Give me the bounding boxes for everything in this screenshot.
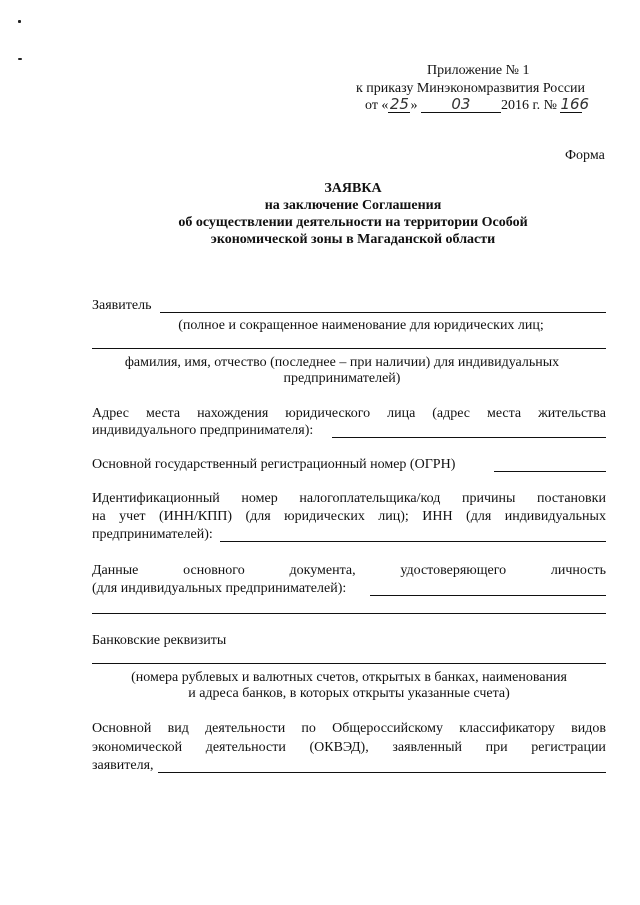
word: юридического [285,406,371,421]
word: Основной [92,721,152,736]
word: Адрес [92,406,130,421]
word: при [485,740,508,755]
okved-line-1 [92,721,606,737]
word: экономической [92,740,183,755]
annex-date [365,95,590,114]
word: (для [466,509,492,524]
okved-line-2 [92,740,606,756]
ogrn-label: Основной государственный регистрационный номер (ОГРН) [92,457,456,472]
bank-hint-1: (номера рублевых и валютных счетов, открытых в банках, наименования [131,670,567,685]
word: постановки [537,491,606,506]
word: причины [461,491,516,506]
address-line-2: индивидуального предпринимателя): [92,423,314,438]
word: (адрес [432,406,471,421]
applicant-field-line-2 [92,348,606,349]
bank-label: Банковские реквизиты [92,633,227,648]
applicant-hint-1: (полное и сокращенное наименование для юридических лиц; [178,318,544,333]
annex-title: Приложение № 1 [427,63,530,78]
okved-field-line [158,772,606,773]
word: юридических [284,509,365,524]
word: Общероссийскому [332,721,444,736]
doc-field-line-2 [92,613,606,614]
word: лиц); [378,509,409,524]
bank-field-line [92,663,606,664]
order-number: 166 [560,95,590,113]
doc-line-2: (для индивидуальных предпринимателей): [92,581,347,596]
doc-line-1 [92,563,606,579]
form-label: Форма [565,148,605,163]
word: налогоплательщика/код [299,491,441,506]
word: на [92,509,106,524]
word: деятельности [205,721,286,736]
date-day: 25 [389,95,409,113]
scan-mark [18,58,22,60]
annex-order: к приказу Минэкономразвития России [356,81,586,96]
word: личность [550,563,606,578]
word: классификатору [459,721,555,736]
word: регистрации [531,740,606,755]
document-title: ЗАЯВКА [324,181,382,196]
word: Идентификационный [92,491,220,506]
word: Данные [92,563,139,578]
applicant-label: Заявитель [92,298,152,313]
word: места [486,406,522,421]
word: жительства [538,406,606,421]
word: индивидуальных [504,509,606,524]
address-line-1 [92,406,606,422]
word: основного [183,563,245,578]
word: нахождения [197,406,269,421]
applicant-hint-3: предпринимателей) [283,371,401,386]
bank-hint-2: и адреса банков, в которых открыты указанные счета) [188,686,510,701]
word: заявленный [392,740,463,755]
word: места [145,406,181,421]
word: ИНН [422,509,453,524]
scan-mark [18,20,21,23]
doc-field-line [370,595,606,596]
inn-line-3: предпринимателей): [92,527,213,542]
date-mid: » [410,98,418,113]
inn-field-line [220,541,606,542]
word: учет [119,509,146,524]
applicant-hint-2: фамилия, имя, отчество (последнее – при наличии) для индивидуальных [124,355,560,370]
date-prefix: от « [365,98,389,113]
word: по [301,721,316,736]
word: вид [167,721,189,736]
applicant-field-line [160,312,606,313]
word: лица [387,406,416,421]
word: (ИНН/КПП) [158,509,233,524]
inn-line-1 [92,491,606,507]
word: (ОКВЭД), [309,740,369,755]
okved-line-3: заявителя, [92,758,154,773]
date-year: 2016 г. № [500,98,557,113]
word: удостоверяющего [400,563,507,578]
ogrn-field-line [494,471,606,472]
inn-line-2 [92,509,606,525]
title-line-3: экономической зоны в Магаданской области [210,232,496,247]
word: видов [571,721,606,736]
word: номер [241,491,278,506]
title-line-2: об осуществлении деятельности на территории Особой [178,215,528,230]
word: (для [245,509,271,524]
title-line-1: на заключение Соглашения [264,198,442,213]
date-month: 03 [421,97,501,113]
word: деятельности [205,740,286,755]
address-field-line [332,437,606,438]
word: документа, [289,563,356,578]
